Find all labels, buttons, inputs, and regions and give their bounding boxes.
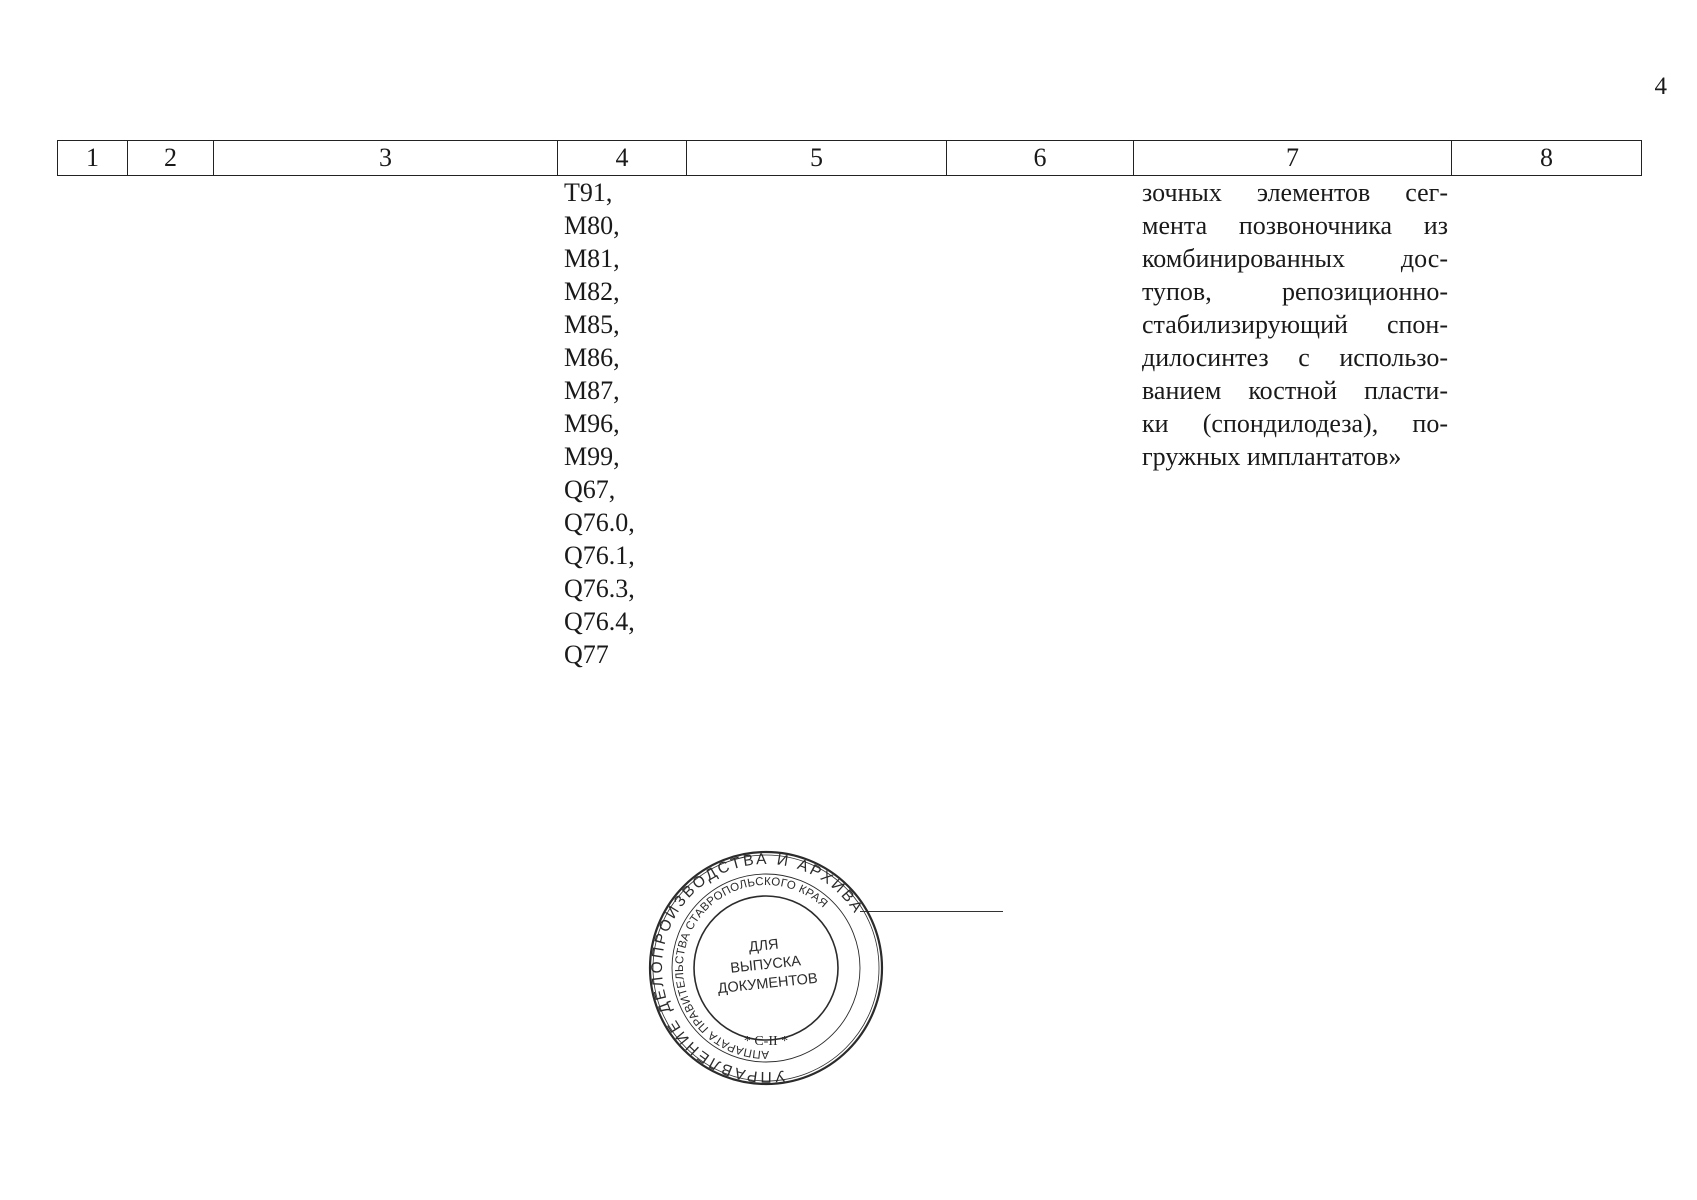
diagnosis-code: M99, [564,442,620,471]
stamp-center-line: ДЛЯ [748,936,780,956]
diagnosis-code-list [564,176,635,671]
diagnosis-code: M80, [564,211,620,240]
text-line: стабилизирующий спон- [1142,310,1448,339]
stamp-inner-ring-text: АППАРАТА ПРАВИТЕЛЬСТВА СТАВРОПОЛЬСКОГО КРАЯ [673,875,830,1061]
diagnosis-code: T91, [564,178,613,207]
diagnosis-code: Q67, [564,475,616,504]
stamp-outer-text: УПРАВЛЕНИЕ ДЕЛОПРОИЗВОДСТВА И АРХИВА [648,850,867,1086]
text-line: ки (спондилодеза), по- [1142,409,1448,438]
text-line: комбинированных дос- [1142,244,1448,273]
column-header-2: 2 [128,141,214,176]
page-number: 4 [1654,73,1667,100]
stamp-center-line: ВЫПУСКА [729,953,802,977]
text-line: дилосинтез с использо- [1142,343,1448,372]
stamp-center-line: ДОКУМЕНТОВ [716,970,819,998]
column-header-1: 1 [58,141,128,176]
diagnosis-code: Q76.3, [564,574,635,603]
column-header-4: 4 [558,141,687,176]
text-line: зочных элементов сег- [1142,178,1448,207]
text-line: тупов, репозиционно- [1142,277,1448,306]
diagnosis-code: Q76.1, [564,541,635,570]
text-line: мента позвоночника из [1142,211,1448,240]
treatment-method-text [1142,176,1448,473]
text-line: ванием костной пласти- [1142,376,1448,405]
column-header-5: 5 [687,141,947,176]
text-line: гружных имплантатов» [1142,442,1402,471]
diagnosis-code: M87, [564,376,620,405]
diagnosis-code: Q76.4, [564,607,635,636]
column-header-7: 7 [1134,141,1452,176]
column-header-8: 8 [1452,141,1642,176]
official-seal-stamp [648,850,884,1086]
column-header-6: 6 [947,141,1134,176]
diagnosis-code: M96, [564,409,620,438]
column-header-3: 3 [214,141,558,176]
table-header-row [57,140,1642,176]
diagnosis-code: M82, [564,277,620,306]
diagnosis-code: M85, [564,310,620,339]
diagnosis-code: M86, [564,343,620,372]
diagnosis-code: Q76.0, [564,508,635,537]
diagnosis-code: Q77 [564,640,609,669]
stamp-code: * С-II * [743,1034,789,1049]
diagnosis-code: M81, [564,244,620,273]
